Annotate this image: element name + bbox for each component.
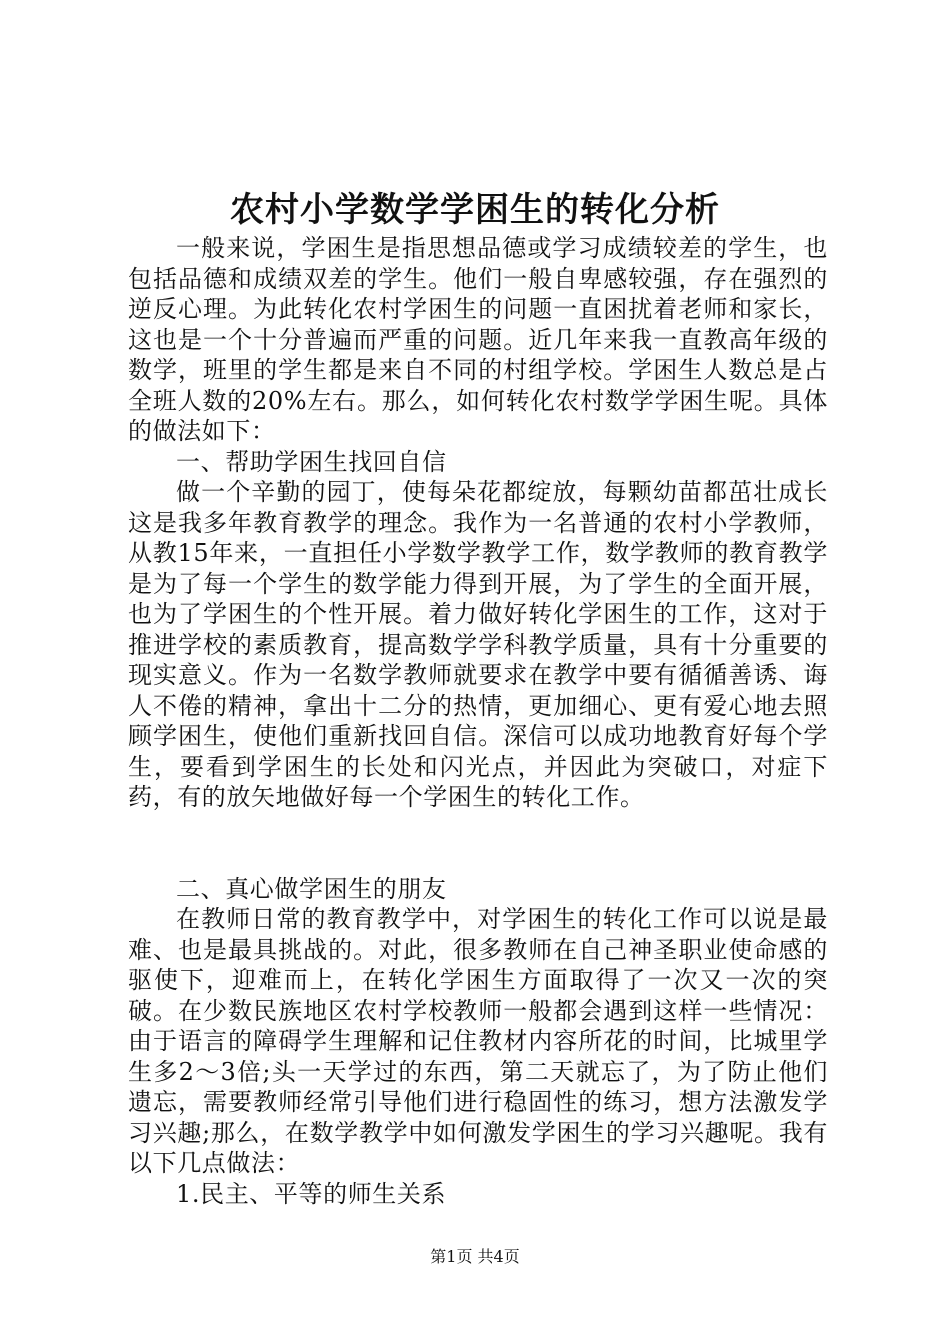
document-body	[128, 233, 828, 1209]
document-title: 农村小学数学学困生的转化分析	[230, 190, 720, 230]
section-heading-2: 二、真心做学困生的朋友	[176, 874, 447, 903]
section-heading-1: 一、帮助学困生找回自信	[176, 447, 447, 476]
section-2-paragraph: 在教师日常的教育教学中，对学困生的转化工作可以说是最难、也是最具挑战的。对此，很多教师在自己神圣职业使命感的驱使下，迎难而上，在转化学困生方面取得了一次又一次的突破。在少数民族地区农村学校教师一般都会遇到这样一些情况：由于语言的障碍学生理解和记住教材内容所花的时间，比城里学生多2～3倍;头一天学过的东西，第二天就忘了，为了防止他们遗忘，需要教师经常引导他们进行稳固性的练习，想方法激发学习兴趣;那么，在数学教学中如何激发学困生的学习兴趣呢。我有以下几点做法：	[128, 905, 828, 1177]
page-footer: 第1页 共4页	[430, 1247, 520, 1266]
subsection-heading-1: 1.民主、平等的师生关系	[176, 1179, 447, 1208]
paragraph-gap	[128, 813, 828, 874]
intro-paragraph: 一般来说，学困生是指思想品德或学习成绩较差的学生，也包括品德和成绩双差的学生。他们一般自卑感较强，存在强烈的逆反心理。为此转化农村学困生的问题一直困扰着老师和家长，这也是一个十分普遍而严重的问题。近几年来我一直教高年级的数学，班里的学生都是来自不同的村组学校。学困生人数总是占全班人数的20%左右。那么，如何转化农村数学学困生呢。具体的做法如下：	[128, 234, 828, 445]
section-1-paragraph: 做一个辛勤的园丁，使每朵花都绽放，每颗幼苗都茁壮成长这是我多年教育教学的理念。我作为一名普通的农村小学教师，从教15年来，一直担任小学数学教学工作，数学教师的教育教学是为了每一个学生的数学能力得到开展，为了学生的全面开展，也为了学困生的个性开展。着力做好转化学困生的工作，这对于推进学校的素质教育，提高数学学科教学质量，具有十分重要的现实意义。作为一名数学教师就要求在教学中要有循循善诱、诲人不倦的精神，拿出十二分的热情，更加细心、更有爱心地去照顾学困生，使他们重新找回自信。深信可以成功地教育好每个学生，要看到学困生的长处和闪光点，并因此为突破口，对症下药，有的放矢地做好每一个学困生的转化工作。	[128, 478, 828, 811]
